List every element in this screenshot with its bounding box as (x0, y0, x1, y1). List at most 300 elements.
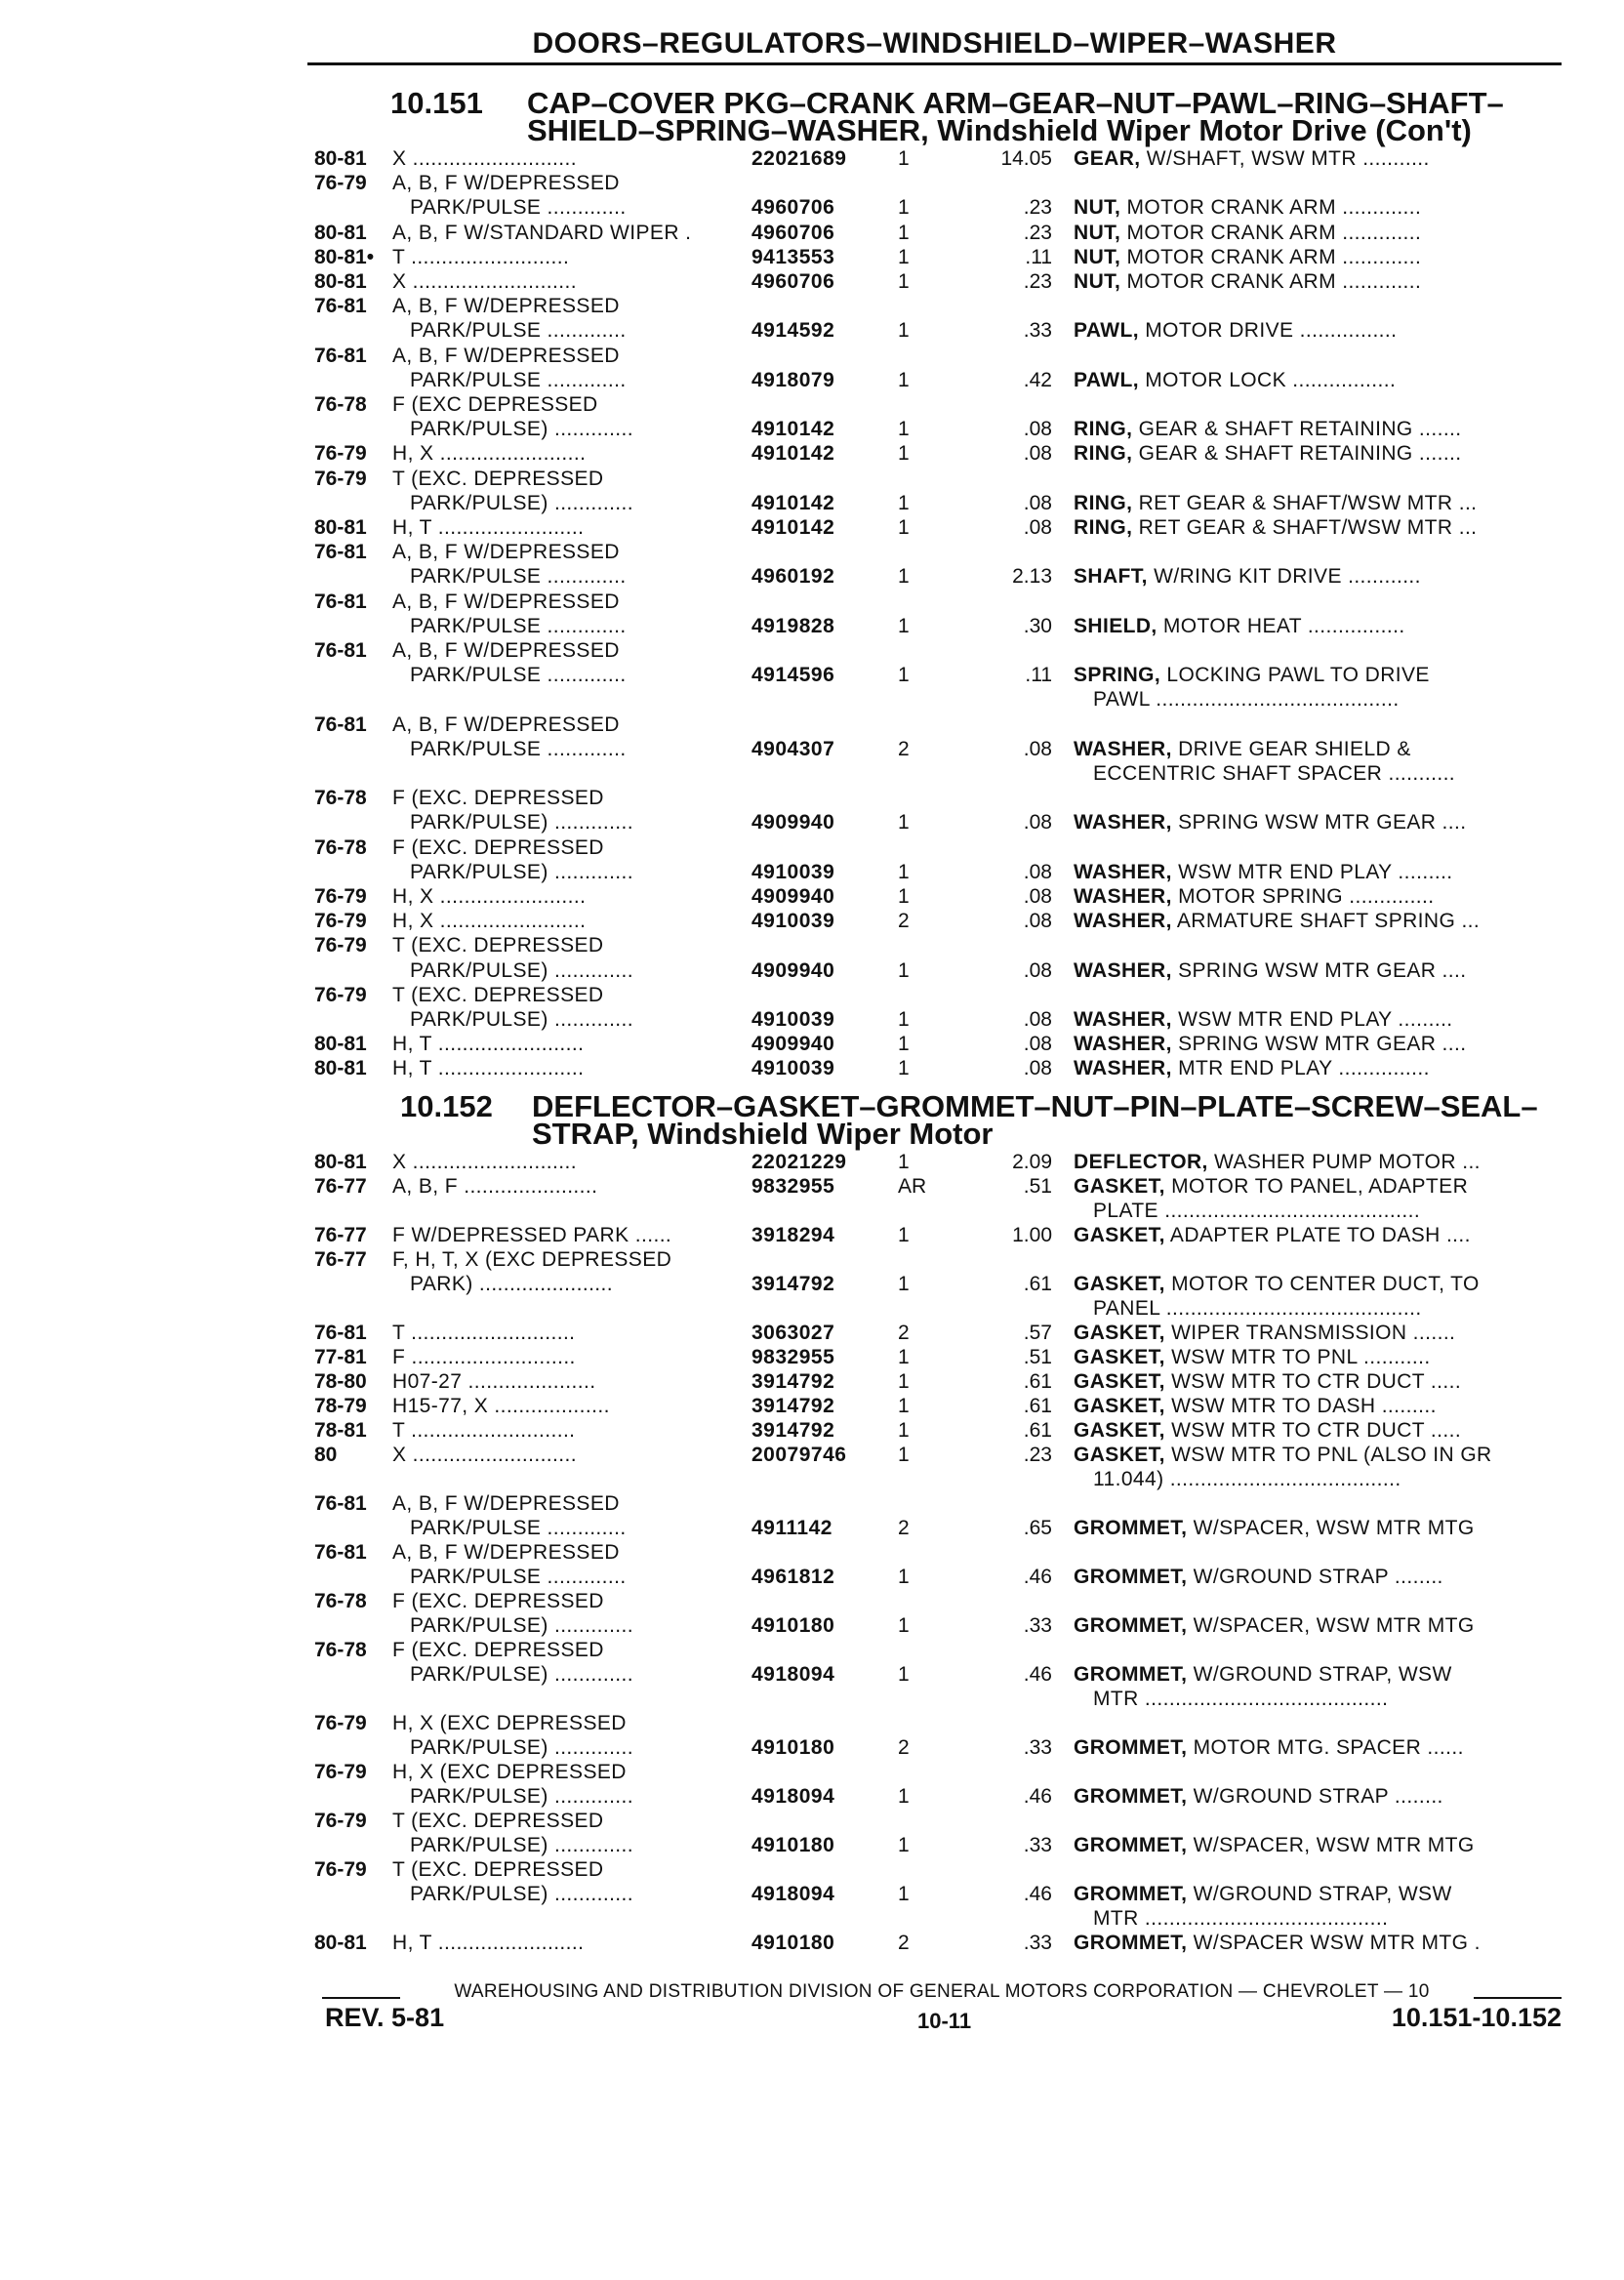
part-number: 4910180 (751, 1932, 835, 1954)
model-year: 76-79 (314, 934, 367, 957)
part-name: GROMMET, (1074, 1785, 1188, 1808)
model-application: A, B, F W/DEPRESSED (392, 1541, 620, 1564)
model-application: PARK/PULSE ............. (410, 565, 627, 589)
part-description (1074, 909, 1562, 933)
part-description (1074, 663, 1562, 687)
model-year: 76-81 (314, 344, 367, 367)
part-number: 4960706 (751, 221, 835, 244)
price: .51 (1023, 1346, 1052, 1368)
quantity: AR (898, 1175, 927, 1198)
model-year: 76-81 (314, 295, 367, 318)
part-name: GROMMET, (1074, 1932, 1188, 1954)
price: .33 (1023, 1736, 1052, 1759)
part-detail: GEAR & SHAFT RETAINING ....... (1138, 442, 1462, 466)
model-application: F (EXC. DEPRESSED (392, 1639, 604, 1661)
table-row (0, 1296, 1624, 1321)
part-number: 4960706 (751, 270, 835, 293)
model-year: 80-81• (314, 245, 375, 268)
part-number: 4909940 (751, 1033, 835, 1056)
part-number: 3063027 (751, 1322, 835, 1344)
quantity: 1 (898, 319, 910, 343)
part-description (1074, 1394, 1562, 1418)
model-year: 76-81 (314, 1541, 367, 1564)
part-description (1074, 515, 1562, 540)
section-range: 10.151-10.152 (1391, 2003, 1562, 2032)
part-detail: W/RING KIT DRIVE ............ (1154, 565, 1421, 589)
model-year: 80-81 (314, 1057, 367, 1080)
part-name: RING, (1074, 491, 1133, 514)
model-year: 80-81 (314, 516, 367, 539)
part-number: 4910039 (751, 1057, 835, 1080)
part-number: 4910039 (751, 860, 835, 883)
model-application: T .......................... (392, 245, 570, 268)
description-continuation: PLATE .......................................... (1093, 1200, 1421, 1222)
part-number: 4914596 (751, 664, 835, 687)
price: .08 (1023, 811, 1052, 835)
part-description (1074, 1613, 1562, 1638)
model-application: PARK) ...................... (410, 1273, 614, 1295)
model-application: F, H, T, X (EXC DEPRESSED (392, 1248, 672, 1271)
part-number: 4910180 (751, 1614, 835, 1637)
table-row (0, 1565, 1624, 1589)
model-year: 76-77 (314, 1224, 367, 1246)
price: .08 (1023, 1033, 1052, 1056)
part-detail: SPRING WSW MTR GEAR .... (1178, 958, 1467, 982)
part-detail: MOTOR LOCK ................. (1145, 368, 1397, 391)
part-number: 3914792 (751, 1370, 835, 1393)
model-application: H, X (EXC DEPRESSED (392, 1761, 627, 1783)
model-year: 76-81 (314, 712, 367, 736)
model-application: X ........................... (392, 1444, 577, 1466)
model-application: PARK/PULSE) ............. (410, 860, 634, 883)
part-detail: WSW MTR TO PNL ........... (1171, 1346, 1431, 1368)
table-row (0, 146, 1624, 171)
model-year: 76-79 (314, 1810, 367, 1832)
table-row (0, 392, 1624, 417)
part-name: WASHER, (1074, 737, 1172, 760)
part-number: 4904307 (751, 737, 835, 760)
section-number: 10.151 (390, 86, 483, 120)
model-application: F (EXC DEPRESSED (392, 393, 598, 416)
model-application: A, B, F W/STANDARD WIPER . (392, 221, 692, 244)
part-number: 4910039 (751, 910, 835, 933)
part-name: WASHER, (1074, 1008, 1172, 1031)
price: .23 (1023, 221, 1052, 244)
part-description (1074, 1345, 1562, 1369)
table-row (0, 1174, 1624, 1199)
table-row (0, 712, 1624, 737)
part-number: 4914592 (751, 319, 835, 343)
part-detail: LOCKING PAWL TO DRIVE (1166, 664, 1430, 687)
model-year: 76-79 (314, 442, 367, 466)
table-row (0, 1369, 1624, 1394)
part-name: GASKET, (1074, 1224, 1165, 1246)
part-detail: ADAPTER PLATE TO DASH .... (1169, 1224, 1471, 1246)
part-detail: WSW MTR END PLAY ......... (1178, 1008, 1453, 1031)
part-name: GROMMET, (1074, 1883, 1188, 1905)
quantity: 2 (898, 1932, 910, 1954)
part-description (1074, 1662, 1562, 1687)
part-number: 22021689 (751, 147, 847, 170)
quantity: 1 (898, 860, 910, 883)
model-year: 76-79 (314, 1761, 367, 1783)
price: 1.00 (1012, 1224, 1052, 1246)
part-description (1074, 1321, 1562, 1345)
part-detail: MOTOR CRANK ARM ............. (1126, 270, 1422, 293)
part-name: GASKET, (1074, 1395, 1165, 1417)
description-continuation: MTR ........................................ (1093, 1688, 1389, 1710)
model-year: 76-77 (314, 1175, 367, 1198)
part-description (1074, 269, 1562, 294)
quantity: 1 (898, 1273, 910, 1295)
part-detail: MOTOR MTG. SPACER ...... (1193, 1736, 1464, 1759)
model-application: H, T ........................ (392, 1033, 585, 1056)
price: .42 (1023, 368, 1052, 391)
table-row (0, 1613, 1624, 1638)
part-number: 4910180 (751, 1736, 835, 1759)
price: .23 (1023, 1444, 1052, 1466)
price: .65 (1023, 1517, 1052, 1539)
part-detail: MOTOR CRANK ARM ............. (1126, 221, 1422, 244)
model-application: X ........................... (392, 270, 577, 293)
description-continuation: PAWL ........................................ (1093, 688, 1400, 712)
part-number: 4910142 (751, 491, 835, 514)
part-description (1074, 146, 1562, 171)
quantity: 1 (898, 1566, 910, 1588)
model-application: PARK/PULSE) ............. (410, 1834, 634, 1856)
model-application: T (EXC. DEPRESSED (392, 1810, 604, 1832)
table-row (0, 368, 1624, 392)
table-row (0, 1760, 1624, 1784)
quantity: 1 (898, 1663, 910, 1686)
model-application: PARK/PULSE ............. (410, 319, 627, 343)
quantity: 1 (898, 565, 910, 589)
part-description (1074, 245, 1562, 269)
quantity: 1 (898, 418, 910, 441)
part-detail: SPRING WSW MTR GEAR .... (1178, 1033, 1467, 1056)
model-application: T ........................... (392, 1322, 576, 1344)
price: .08 (1023, 1057, 1052, 1080)
quantity: 1 (898, 1008, 910, 1031)
model-application: X ........................... (392, 1151, 577, 1173)
part-description (1074, 1272, 1562, 1296)
model-year: 76-79 (314, 910, 367, 933)
model-year: 76-81 (314, 639, 367, 662)
part-name: SHIELD, (1074, 614, 1157, 637)
part-detail: W/GROUND STRAP, WSW (1193, 1663, 1452, 1686)
part-number: 9832955 (751, 1175, 835, 1198)
model-application: PARK/PULSE) ............. (410, 1663, 634, 1686)
part-name: WASHER, (1074, 860, 1172, 883)
header-rule (307, 62, 1562, 65)
quantity: 1 (898, 1614, 910, 1637)
price: 2.13 (1012, 565, 1052, 589)
table-row (0, 221, 1624, 245)
part-name: GROMMET, (1074, 1834, 1188, 1856)
table-row (0, 958, 1624, 983)
quantity: 1 (898, 1057, 910, 1080)
model-application: A, B, F W/DEPRESSED (392, 639, 620, 662)
model-application: F (EXC. DEPRESSED (392, 787, 604, 810)
table-row (0, 663, 1624, 687)
price: .33 (1023, 1834, 1052, 1856)
table-row (0, 860, 1624, 884)
price: .46 (1023, 1663, 1052, 1686)
quantity: 1 (898, 1785, 910, 1808)
table-row (0, 1931, 1624, 1955)
price: .11 (1025, 245, 1052, 268)
price: .61 (1023, 1419, 1052, 1442)
quantity: 1 (898, 1883, 910, 1905)
table-row (0, 1687, 1624, 1711)
part-number: 4918094 (751, 1663, 835, 1686)
price: .30 (1023, 614, 1052, 637)
model-year: 80-81 (314, 1033, 367, 1056)
model-year: 78-81 (314, 1419, 367, 1442)
part-detail: W/SHAFT, WSW MTR ........... (1146, 147, 1430, 170)
table-row (0, 1638, 1624, 1662)
part-description (1074, 491, 1562, 515)
part-number: 4910180 (751, 1834, 835, 1856)
model-application: X ........................... (392, 147, 577, 170)
part-name: WASHER, (1074, 811, 1172, 835)
quantity: 1 (898, 516, 910, 539)
table-row (0, 1247, 1624, 1272)
model-year: 80-81 (314, 147, 367, 170)
revision-label: REV. 5-81 (325, 2003, 445, 2032)
part-name: GROMMET, (1074, 1663, 1188, 1686)
model-application: F W/DEPRESSED PARK ...... (392, 1224, 672, 1246)
part-detail: MOTOR TO CENTER DUCT, TO (1171, 1273, 1480, 1295)
part-detail: W/SPACER WSW MTR MTG . (1193, 1932, 1481, 1954)
table-row (0, 1443, 1624, 1467)
model-year: 76-79 (314, 983, 367, 1006)
part-number: 3918294 (751, 1224, 835, 1246)
model-application: T (EXC. DEPRESSED (392, 1858, 604, 1881)
quantity: 1 (898, 1834, 910, 1856)
table-row (0, 564, 1624, 589)
part-description (1074, 884, 1562, 909)
part-description (1074, 1418, 1562, 1443)
part-number: 4960706 (751, 196, 835, 220)
model-year: 76-79 (314, 1858, 367, 1881)
table-row (0, 614, 1624, 638)
part-detail: ARMATURE SHAFT SPRING ... (1176, 910, 1481, 933)
part-description (1074, 1516, 1562, 1540)
price: .23 (1023, 196, 1052, 220)
section-title: DEFLECTOR–GASKET–GROMMET–NUT–PIN–PLATE–SCREW–SEAL– STRAP, Windshield Wiper Motor (532, 1089, 1538, 1151)
table-row (0, 294, 1624, 318)
quantity: 1 (898, 958, 910, 982)
table-row (0, 1321, 1624, 1345)
part-number: 4909940 (751, 811, 835, 835)
quantity: 1 (898, 270, 910, 293)
model-application: H, X ........................ (392, 885, 587, 908)
part-name: RING, (1074, 442, 1133, 466)
part-number: 4910142 (751, 418, 835, 441)
part-detail: WSW MTR END PLAY ......... (1178, 860, 1453, 883)
table-row (0, 1809, 1624, 1833)
table-row (0, 195, 1624, 220)
model-application: PARK/PULSE ............. (410, 196, 627, 220)
table-row (0, 1662, 1624, 1687)
part-number: 4960192 (751, 565, 835, 589)
quantity: 1 (898, 1419, 910, 1442)
part-name: NUT, (1074, 196, 1121, 220)
table-row (0, 540, 1624, 564)
quantity: 2 (898, 1736, 910, 1759)
part-number: 4919828 (751, 614, 835, 637)
part-name: GASKET, (1074, 1370, 1165, 1393)
table-row (0, 467, 1624, 491)
part-description (1074, 1223, 1562, 1247)
model-application: A, B, F ...................... (392, 1175, 598, 1198)
quantity: 2 (898, 910, 910, 933)
model-application: PARK/PULSE) ............. (410, 811, 634, 835)
section-number: 10.152 (400, 1089, 493, 1123)
table-row (0, 933, 1624, 957)
quantity: 1 (898, 1224, 910, 1246)
model-year: 78-80 (314, 1370, 367, 1393)
table-row (0, 761, 1624, 786)
price: .08 (1023, 958, 1052, 982)
model-year: 76-79 (314, 885, 367, 908)
part-name: GROMMET, (1074, 1614, 1188, 1637)
price: .33 (1023, 319, 1052, 343)
price: .23 (1023, 270, 1052, 293)
part-name: WASHER, (1074, 885, 1172, 908)
section-title: CAP–COVER PKG–CRANK ARM–GEAR–NUT–PAWL–RING–SHAFT– SHIELD–SPRING–WASHER, Windshield Wiper Motor Drive (Con't) (527, 86, 1504, 147)
model-year: 76-78 (314, 787, 367, 810)
price: .61 (1023, 1273, 1052, 1295)
part-name: SPRING, (1074, 664, 1161, 687)
part-number: 4910142 (751, 516, 835, 539)
part-detail: W/SPACER, WSW MTR MTG (1193, 1517, 1475, 1539)
part-detail: GEAR & SHAFT RETAINING ....... (1138, 418, 1462, 441)
table-row (0, 1906, 1624, 1931)
quantity: 1 (898, 245, 910, 268)
model-application: F (EXC. DEPRESSED (392, 835, 604, 859)
model-application: PARK/PULSE ............. (410, 368, 627, 391)
price: .33 (1023, 1932, 1052, 1954)
model-application: H15-77, X ................... (392, 1395, 610, 1417)
table-row (0, 417, 1624, 441)
model-year: 76-78 (314, 835, 367, 859)
part-description (1074, 1565, 1562, 1589)
part-detail: MOTOR SPRING .............. (1178, 885, 1435, 908)
footer-rule-right (1474, 1997, 1562, 1999)
table-row (0, 269, 1624, 294)
price: .51 (1023, 1175, 1052, 1198)
quantity: 1 (898, 811, 910, 835)
quantity: 1 (898, 368, 910, 391)
part-number: 20079746 (751, 1444, 847, 1466)
model-year: 76-78 (314, 393, 367, 416)
model-year: 80 (314, 1444, 338, 1466)
part-number: 4918094 (751, 1883, 835, 1905)
table-row (0, 1150, 1624, 1174)
model-year: 77-81 (314, 1346, 367, 1368)
model-application: H, X (EXC DEPRESSED (392, 1712, 627, 1734)
model-application: F ........................... (392, 1346, 576, 1368)
model-application: H, T ........................ (392, 516, 585, 539)
table-row (0, 1007, 1624, 1032)
part-description (1074, 737, 1562, 761)
part-detail: WSW MTR TO CTR DUCT ..... (1171, 1370, 1462, 1393)
quantity: 1 (898, 664, 910, 687)
quantity: 1 (898, 885, 910, 908)
part-detail: WSW MTR TO PNL (ALSO IN GR (1171, 1444, 1492, 1466)
part-description (1074, 564, 1562, 589)
part-description (1074, 1443, 1562, 1467)
price: .08 (1023, 1008, 1052, 1031)
model-year: 76-79 (314, 1712, 367, 1734)
price: .08 (1023, 885, 1052, 908)
part-description (1074, 1056, 1562, 1080)
quantity: 1 (898, 196, 910, 220)
model-application: H07-27 ..................... (392, 1370, 596, 1393)
quantity: 1 (898, 221, 910, 244)
table-row (0, 786, 1624, 810)
part-name: SHAFT, (1074, 565, 1148, 589)
model-application: PARK/PULSE) ............. (410, 491, 634, 514)
part-name: PAWL, (1074, 368, 1139, 391)
model-application: T (EXC. DEPRESSED (392, 467, 604, 490)
model-year: 78-79 (314, 1395, 367, 1417)
table-row (0, 1833, 1624, 1857)
part-detail: RET GEAR & SHAFT/WSW MTR ... (1138, 516, 1478, 539)
part-name: GROMMET, (1074, 1566, 1188, 1588)
price: .08 (1023, 737, 1052, 760)
model-application: A, B, F W/DEPRESSED (392, 295, 620, 318)
table-row (0, 1516, 1624, 1540)
part-name: GROMMET, (1074, 1736, 1188, 1759)
part-name: WASHER, (1074, 1057, 1172, 1080)
part-name: PAWL, (1074, 319, 1139, 343)
quantity: 1 (898, 1346, 910, 1368)
table-row (0, 1491, 1624, 1516)
part-description (1074, 1174, 1562, 1199)
model-application: H, T ........................ (392, 1932, 585, 1954)
table-row (0, 1394, 1624, 1418)
table-row (0, 491, 1624, 515)
price: .11 (1025, 664, 1052, 687)
part-description (1074, 1007, 1562, 1032)
part-number: 4918079 (751, 368, 835, 391)
part-detail: DRIVE GEAR SHIELD & (1178, 737, 1411, 760)
quantity: 2 (898, 737, 910, 760)
table-row (0, 1589, 1624, 1613)
model-application: PARK/PULSE) ............. (410, 1736, 634, 1759)
model-year: 80-81 (314, 221, 367, 244)
model-application: A, B, F W/DEPRESSED (392, 1492, 620, 1515)
part-number: 4918094 (751, 1785, 835, 1808)
model-application: A, B, F W/DEPRESSED (392, 541, 620, 564)
price: 14.05 (1000, 147, 1052, 170)
price: .57 (1023, 1322, 1052, 1344)
part-number: 4909940 (751, 885, 835, 908)
part-name: NUT, (1074, 270, 1121, 293)
part-detail: MOTOR CRANK ARM ............. (1126, 245, 1422, 268)
model-application: PARK/PULSE) ............. (410, 958, 634, 982)
table-row (0, 171, 1624, 195)
part-number: 4961812 (751, 1566, 835, 1588)
footer-text: WAREHOUSING AND DISTRIBUTION DIVISION OF GENERAL MOTORS CORPORATION — CHEVROLET — 10 (454, 1981, 1430, 2002)
part-detail: W/GROUND STRAP ........ (1193, 1566, 1443, 1588)
table-row (0, 515, 1624, 540)
part-description (1074, 1735, 1562, 1760)
part-description (1074, 368, 1562, 392)
